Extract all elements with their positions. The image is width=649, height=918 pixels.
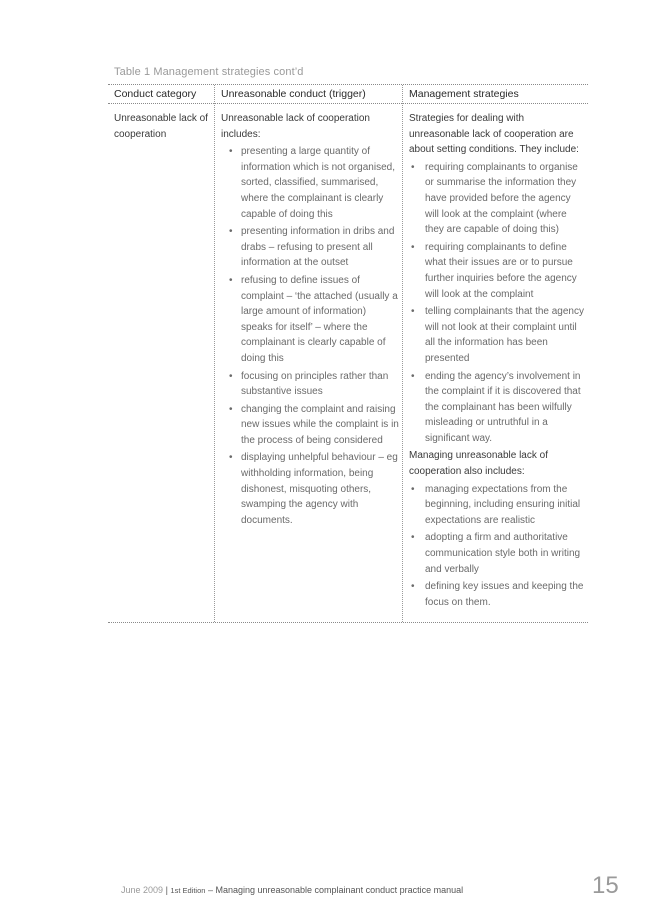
bullet-icon: • xyxy=(229,274,233,286)
trigger-list xyxy=(221,144,399,528)
footer-separator: | xyxy=(165,885,168,895)
footer-title: – Managing unreasonable complainant conduct practice manual xyxy=(205,885,464,895)
column-divider xyxy=(402,85,403,622)
page-number: 15 xyxy=(592,872,619,899)
column-divider xyxy=(214,85,215,622)
category-cell: Unreasonable lack of cooperation xyxy=(114,113,208,140)
bullet-icon: • xyxy=(411,581,415,593)
bullet-icon: • xyxy=(411,306,415,318)
bullet-icon: • xyxy=(229,403,233,415)
trigger-cell xyxy=(221,111,399,530)
list-item: • requiring complainants to define what their issues are or to pursue further inquiries before the agency will look at the complaint xyxy=(411,241,577,300)
bullet-icon: • xyxy=(411,532,415,544)
bullet-icon: • xyxy=(411,370,415,382)
strategies-cell xyxy=(409,111,585,612)
table-header-row xyxy=(108,85,588,104)
list-item: • focusing on principles rather than substantive issues xyxy=(229,370,389,398)
bullet-icon: • xyxy=(229,226,233,238)
strategies-intro: Strategies for dealing with unreasonable lack of cooperation are about setting conditions. They include: xyxy=(409,113,579,156)
trigger-intro: Unreasonable lack of cooperation includes: xyxy=(221,113,370,140)
header-conduct-category: Conduct category xyxy=(114,88,197,100)
list-item: • presenting a large quantity of information which is not organised, sorted, classified, summarised, where the complainant is clearly capable of doing this xyxy=(229,146,395,220)
bullet-icon: • xyxy=(411,161,415,173)
list-item: • refusing to define issues of complaint – ‘the attached (usually a large amount of information) speaks for itself’ – where the complainant is clearly capable of doing this xyxy=(229,274,398,364)
list-item: • displaying unhelpful behaviour – eg withholding information, being dishonest, misquoting others, swamping the agency with documents. xyxy=(229,452,398,526)
bullet-icon: • xyxy=(411,483,415,495)
strategies-list xyxy=(409,160,585,447)
footer-date: June 2009 xyxy=(121,885,164,895)
bullet-icon: • xyxy=(411,241,415,253)
management-strategies-table xyxy=(108,84,588,623)
header-management-strategies: Management strategies xyxy=(409,88,519,100)
list-item: • changing the complaint and raising new issues while the complaint is in the process of being considered xyxy=(229,403,399,446)
list-item: • managing expectations from the beginning, including ensuring initial expectations are realistic xyxy=(411,483,581,526)
strategies-intro-2: Managing unreasonable lack of cooperation also includes: xyxy=(409,450,548,478)
footer-edition: 1st Edition xyxy=(170,886,206,895)
list-item: • requiring complainants to organise or summarise the information they have provided before the agency will look at the complaint (where they are capable of doing this) xyxy=(411,161,578,236)
table-caption: Table 1 Management strategies cont’d xyxy=(114,66,304,78)
bullet-icon: • xyxy=(229,452,233,464)
list-item: • telling complainants that the agency will not look at their complaint until all the information has been presented xyxy=(411,306,584,364)
list-item: • defining key issues and keeping the focus on them. xyxy=(411,581,584,608)
header-unreasonable-conduct: Unreasonable conduct (trigger) xyxy=(221,88,366,100)
list-item: • adopting a firm and authoritative communication style both in writing and verbally xyxy=(411,532,581,575)
list-item: • presenting information in dribs and drabs – refusing to present all information at the outset xyxy=(229,226,395,269)
bullet-icon: • xyxy=(229,146,233,158)
list-item: • ending the agency’s involvement in the complaint if it is discovered that the complainant has been wilfully misleading or untruthful in a significant way. xyxy=(411,370,581,444)
bullet-icon: • xyxy=(229,370,233,382)
strategies-list-2 xyxy=(409,482,585,611)
footer xyxy=(121,885,463,895)
